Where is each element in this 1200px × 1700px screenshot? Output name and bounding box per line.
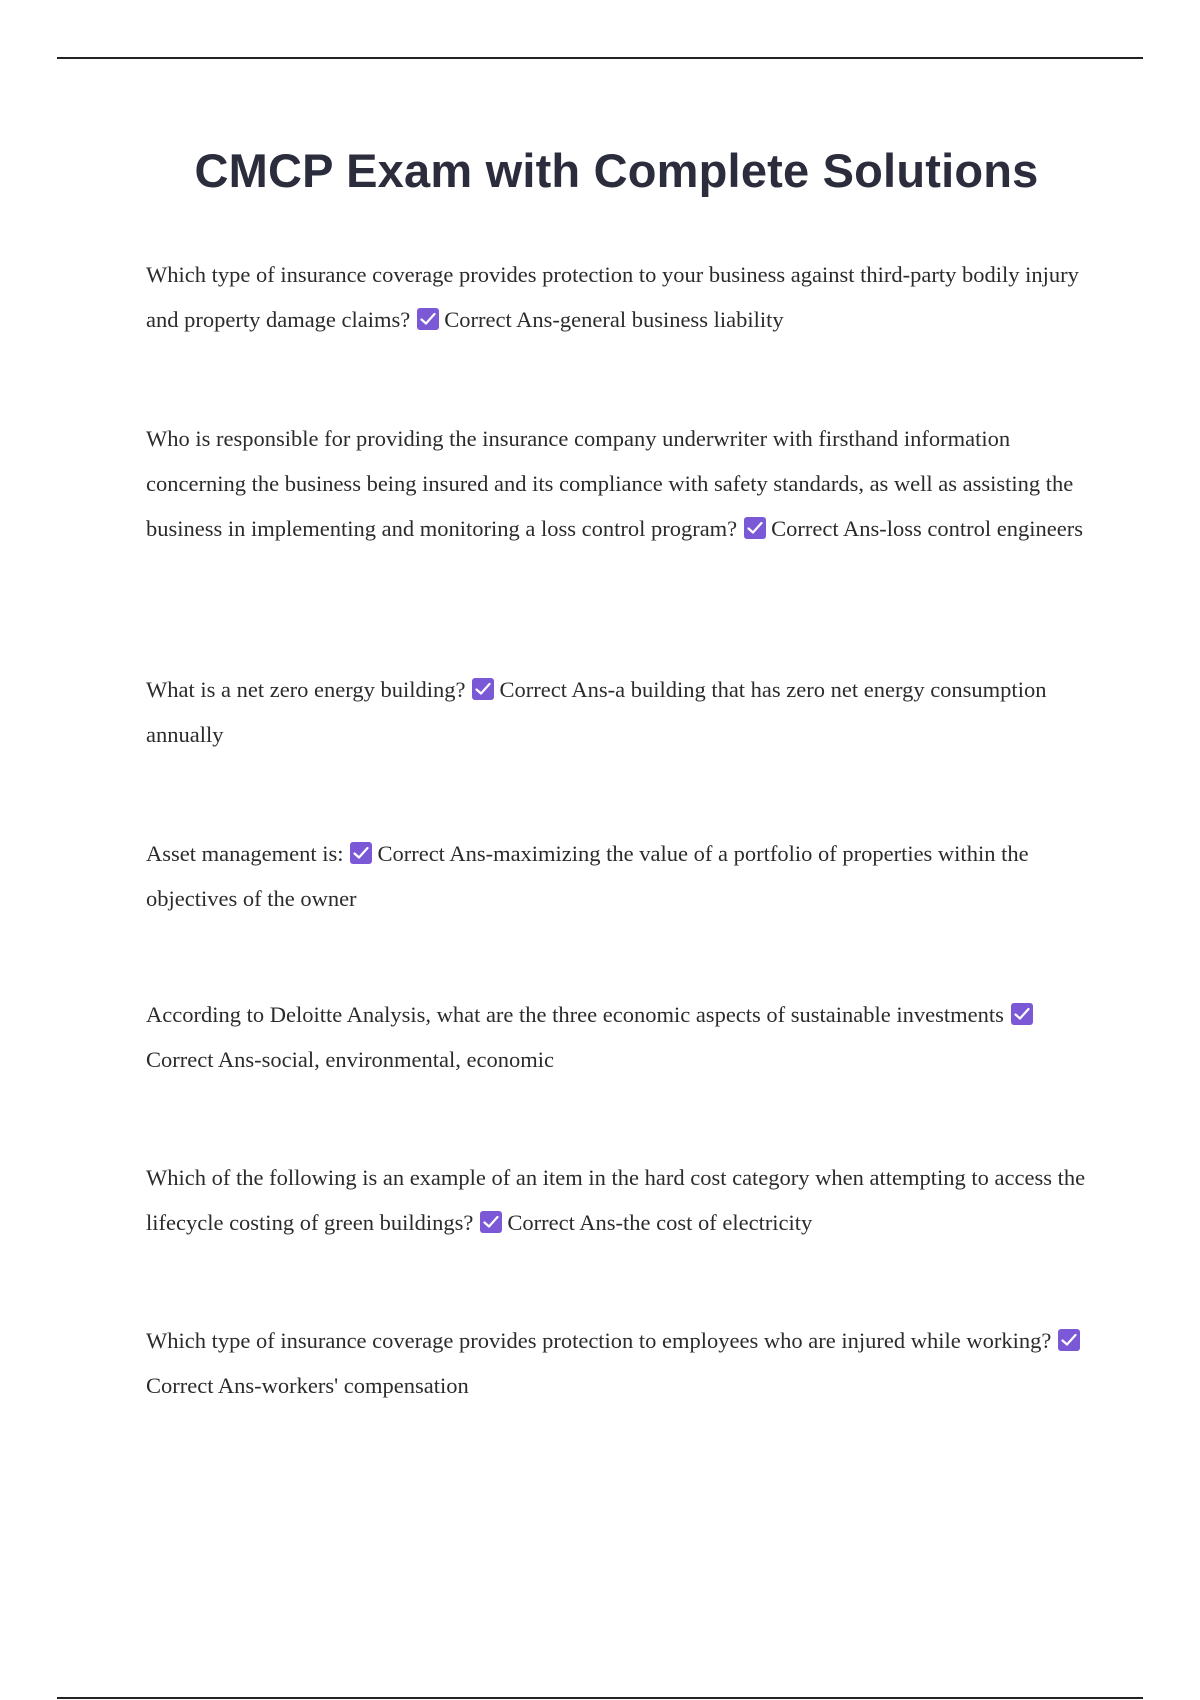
question-text: Which type of insurance coverage provides protection to your business against third-party bodily injury and property damage claims? [146,262,1079,332]
document-title: CMCP Exam with Complete Solutions [194,144,1039,197]
checked-box-icon [1058,1329,1080,1351]
answer-text: Correct Ans-a building that has zero net energy consumption annually [146,677,1047,747]
checked-box-icon [472,678,494,700]
answer-text: Correct Ans-social, environmental, economic [146,1047,554,1072]
qa-item [146,831,1096,921]
qa-item [146,252,1096,342]
question-text: Which of the following is an example of an item in the hard cost category when attempting to access the lifecycle costing of green buildings? [146,1165,1086,1235]
checked-box-icon [480,1211,502,1233]
checked-box-icon [744,517,766,539]
question-text: According to Deloitte Analysis, what are the three economic aspects of sustainable investments [146,1002,1004,1027]
question-text: Which type of insurance coverage provides protection to employees who are injured while working? [146,1328,1052,1353]
checked-box-icon [350,842,372,864]
qa-item [146,1318,1096,1408]
checked-box-icon [417,308,439,330]
qa-item [146,667,1096,757]
answer-text: Correct Ans-workers' compensation [146,1373,469,1398]
qa-item [146,1155,1096,1245]
question-text: Asset management is: [146,841,344,866]
answer-text: Correct Ans-general business liability [444,307,784,332]
checked-box-icon [1011,1003,1033,1025]
top-rule [57,57,1143,59]
answer-text: Correct Ans-maximizing the value of a portfolio of properties within the objectives of the owner [146,841,1029,911]
bottom-rule [57,1697,1143,1699]
answer-text: Correct Ans-loss control engineers [771,516,1083,541]
question-text: Who is responsible for providing the insurance company underwriter with firsthand information concerning the business being insured and its compliance with safety standards, as well as assisting the business in implementing and monitoring a loss control program? [146,426,1074,541]
qa-item [146,416,1096,551]
question-text: What is a net zero energy building? [146,677,466,702]
answer-text: Correct Ans-the cost of electricity [507,1210,813,1235]
qa-item [146,992,1096,1082]
